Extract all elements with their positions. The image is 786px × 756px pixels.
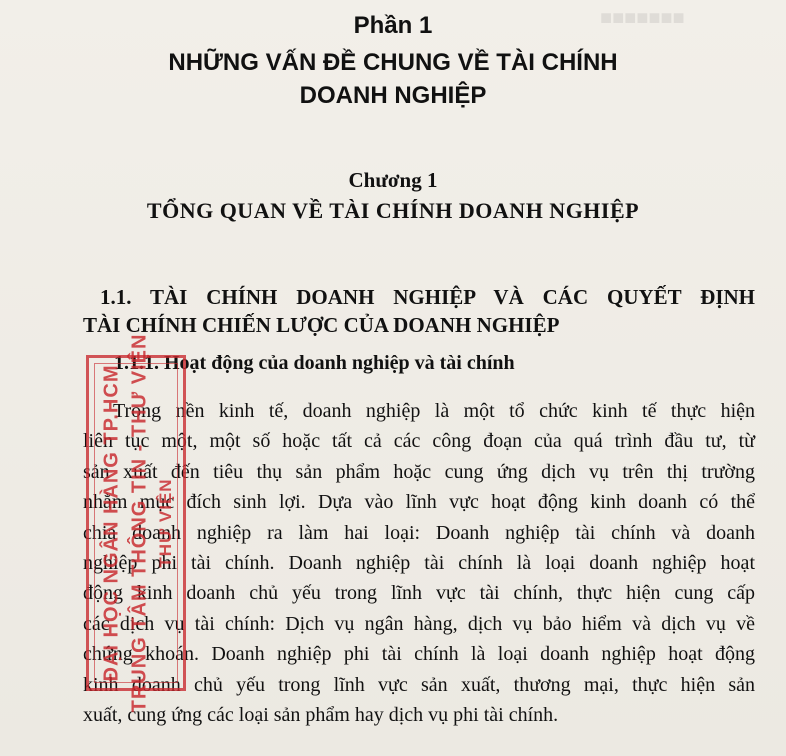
paragraph-line: nghiệp phi tài chính. Doanh nghiệp tài chính là loại doanh nghiệp hoạt — [83, 552, 755, 575]
paragraph-line: Trong nền kinh tế, doanh nghiệp là một tổ chức kinh tế thực hiện — [113, 400, 755, 422]
paragraph-line: các dịch vụ tài chính: Dịch vụ ngân hàng, dịch vụ bảo hiểm và dịch vụ về — [83, 612, 755, 635]
paragraph-line: nhằm mục đích sinh lợi. Dựa vào lĩnh vực hoạt động kinh doanh có thể — [83, 491, 755, 514]
paragraph-line: động kinh doanh chủ yếu trong lĩnh vực tài chính, thực hiện cung cấp — [83, 582, 755, 605]
subsection-heading: 1.1.1. Hoạt động của doanh nghiệp và tài chính — [114, 352, 515, 374]
section-heading-line-2: TÀI CHÍNH CHIẾN LƯỢC CỦA DOANH NGHIỆP — [83, 313, 560, 337]
section-heading — [83, 283, 755, 339]
section-heading-line-1: 1.1. TÀI CHÍNH DOANH NGHIỆP VÀ CÁC QUYẾT ĐỊNH — [100, 285, 755, 309]
chapter-number: Chương 1 — [348, 168, 438, 192]
paragraph-line: sản xuất đến tiêu thụ sản phẩm hoặc cung ứng dịch vụ trên thị trường — [83, 460, 755, 483]
paragraph-line: xuất, cung ứng các loại sản phẩm hay dịch vụ phi tài chính. — [83, 704, 559, 727]
paragraph-line: chia doanh nghiệp ra làm hai loại: Doanh nghiệp tài chính và doanh — [83, 521, 755, 544]
library-stamp-text-1: ĐẠI HỌC NGÂN HÀNG TP.HCM — [100, 364, 123, 682]
library-stamp-text-3: THƯ VIỆN — [156, 478, 175, 568]
chapter-title: TỔNG QUAN VỀ TÀI CHÍNH DOANH NGHIỆP — [146, 198, 640, 223]
library-stamp-text-2: TRUNG TÂM THÔNG TIN - THƯ VIỆN — [128, 333, 151, 713]
part-title-line-2: DOANH NGHIỆP — [299, 82, 487, 109]
paragraph-line: chứng khoán. Doanh nghiệp phi tài chính là loại doanh nghiệp hoạt động — [83, 643, 755, 666]
part-number: Phần 1 — [353, 12, 433, 39]
paragraph-line: liên tục một, một số hoặc tất cả các công đoạn của quá trình đầu tư, từ — [83, 430, 755, 453]
body-paragraph — [83, 396, 755, 730]
show-through-background: ■■■■■■■ — [600, 7, 685, 29]
part-title — [0, 46, 786, 112]
part-title-line-1: NHỮNG VẤN ĐỀ CHUNG VỀ TÀI CHÍNH — [168, 49, 618, 76]
paragraph-line: kinh doanh chủ yếu trong lĩnh vực sản xuất, thương mại, thực hiện sản — [83, 673, 755, 696]
